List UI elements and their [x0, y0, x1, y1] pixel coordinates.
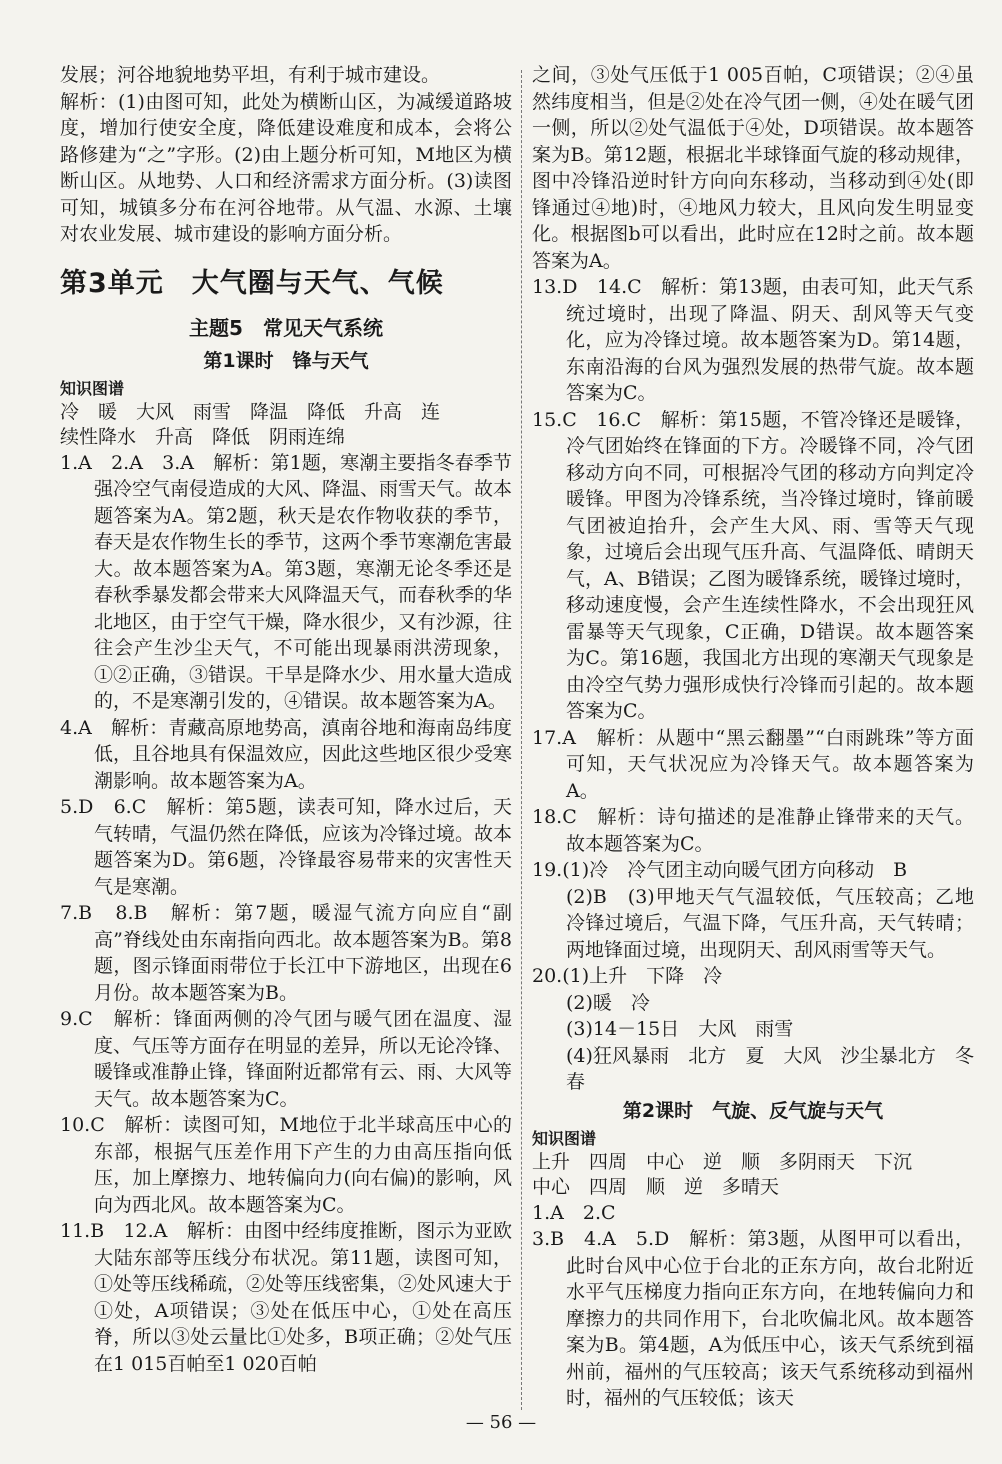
left-column — [60, 62, 512, 1377]
knowledge-map-label: 知识图谱 — [532, 1128, 597, 1148]
knowledge-map-line: 中心 四周 顺 逆 多晴天 — [532, 1175, 780, 1198]
answer-subitem: (2)B (3)甲地天气气温较低，气压较高；乙地冷锋过境后，气温下降，气压升高，天气转晴；两地锋面过境，出现阴天、刮风雨雪等天气。 — [566, 885, 974, 961]
answer-item: 20.(1)上升 下降 冷 — [532, 965, 723, 987]
continued-text: 之间，③处气压低于1 005百帕，C项错误；②④虽然纬度相当，但是②处在冷气团一侧，④处在暖气团一侧，所以②处气温低于④处，D项错误。故本题答案为B。第12题，根据北半球锋面气旋的移动规律，图中冷锋沿逆时针方向向东移动，当移动到④处(即锋通过④地)时，④地风力较大，且风向发生明显变化。根据图b可以看出，此时应在12时之前。故本题答案为A。 — [532, 64, 974, 272]
answer-item: 13.D 14.C 解析：第13题，由表可知，此天气系统过境时，出现了降温、阴天、刮风等天气变化，应为冷锋过境。故本题答案为D。第14题，东南沿海的台风为强烈发展的热带气旋。故本题答案为C。 — [532, 276, 974, 404]
analysis-text: 解析：(1)由图可知，此处为横断山区，为减缓道路坡度，增加行使安全度，降低建设难度和成本，会将公路修建为“之”字形。(2)由上题分析可知，M地区为横断山区。从地势、人口和经济需求方面分析。(3)读图可知，城镇多分布在河谷地带。从气温、水源、土壤对农业发展、城市建设的影响方面分析。 — [60, 90, 512, 245]
answer-subitem: (2)暖 冷 — [566, 991, 650, 1014]
lesson2-title: 第2课时 气旋、反气旋与天气 — [622, 1099, 884, 1122]
knowledge-map-line: 冷 暖 大风 雨雪 降温 降低 升高 连 — [60, 400, 441, 423]
answer-item: 4.A 解析：青藏高原地势高，滇南谷地和海南岛纬度低，且谷地具有保温效应，因此这些地区很少受寒潮影响。故本题答案为A。 — [60, 716, 513, 792]
answer-item: 10.C 解析：读图可知，M地位于北半球高压中心的东部，根据气压差作用下产生的力由高压指向低压，加上摩擦力、地转偏向力(向右偏)的影响，风向为西北风。故本题答案为C。 — [60, 1114, 512, 1216]
answer-item: 7.B 8.B 解析：第7题，暖湿气流方向应自“副高”脊线处由东南指向西北。故本题答案为B。第8题，图示锋面雨带位于长江中下游地区，出现在6月份。故本题答案为B。 — [60, 902, 512, 1004]
topic-title: 主题5 常见天气系统 — [189, 315, 383, 340]
answer-subitem: (4)狂风暴雨 北方 夏 大风 沙尘暴北方 冬春 — [566, 1044, 974, 1093]
answer-item: 9.C 解析：锋面两侧的冷气团与暖气团在温度、湿度、气压等方面存在明显的差异，所以无论冷锋、暖锋或准静止锋，锋面附近都常有云、雨、大风等天气。故本题答案为C。 — [60, 1008, 513, 1110]
answer-item: 19.(1)冷 冷气团主动向暖气团方向移动 B — [532, 859, 908, 881]
answer-item: 3.B 4.A 5.D 解析：第3题，从图甲可以看出，此时台风中心位于台北的正东方向，故台北附近水平气压梯度力指向正东方向，在地转偏向力和摩擦力的共同作用下，台北吹偏北风。故本题答案为B。第4题，A为低压中心，该天气系统到福州前，福州的气压较高；该天气系统移动到福州时，福州的气压较低；该天 — [532, 1228, 974, 1409]
answer-subitem: (3)14－15日 大风 雨雪 — [566, 1018, 794, 1040]
right-column — [532, 62, 974, 1412]
lesson-title: 第1课时 锋与天气 — [203, 349, 369, 372]
answer-item: 15.C 16.C 解析：第15题，不管冷锋还是暖锋，冷气团始终在锋面的下方。冷暖锋不同，冷气团移动方向不同，可根据冷气团的移动方向判定冷暖锋。甲图为冷锋系统，当冷锋过境时，锋前暖气团被迫抬升，会产生大风、雨、雪等天气现象，过境后会出现气压升高、气温降低、晴朗天气，A、B错误；乙图为暖锋系统，暖锋过境时，移动速度慢，会产生连续性降水，不会出现狂风雷暴等天气现象，C正确，D错误。故本题答案为C。第16题，我国北方出现的寒潮天气现象是由冷空气势力强形成快行冷锋而引起的。故本题答案为C。 — [532, 408, 974, 722]
answer-item: 5.D 6.C 解析：第5题，读表可知，降水过后，天气转晴，气温仍然在降低，应该为冷锋过境。故本题答案为D。第6题，冷锋最容易带来的灾害性天气是寒潮。 — [60, 796, 513, 898]
answer-item: 11.B 12.A 解析：由图中经纬度推断，图示为亚欧大陆东部等压线分布状况。第11题，读图可知，①处等压线稀疏，②处等压线密集，②处风速大于①处，A项错误；③处在低压中心，①处在高压脊，所以③处云量比①处多，B项正确；②处气压在1 015百帕至1 020百帕 — [60, 1220, 513, 1375]
answer-item: 18.C 解析：诗句描述的是准静止锋带来的天气。故本题答案为C。 — [532, 806, 974, 855]
knowledge-map-line: 续性降水 升高 降低 阴雨连绵 — [60, 425, 346, 448]
knowledge-map-label: 知识图谱 — [60, 378, 125, 398]
answer-item: 1.A 2.C — [532, 1201, 616, 1224]
column-divider — [521, 70, 522, 1410]
unit-title: 第3单元 大气圈与天气、气候 — [60, 267, 444, 299]
intro-text: 发展；河谷地貌地势平坦，有利于城市建设。 — [60, 64, 441, 86]
answer-item: 17.A 解析：从题中“黑云翻墨”“白雨跳珠”等方面可知，天气状况应为冷锋天气。故本题答案为A。 — [532, 726, 974, 802]
knowledge-map-line: 上升 四周 中心 逆 顺 多阴雨天 下沉 — [532, 1150, 913, 1173]
page-number: — 56 — — [465, 1412, 537, 1433]
answer-item: 1.A 2.A 3.A 解析：第1题，寒潮主要指冬春季节强冷空气南侵造成的大风、降温、雨雪天气。故本题答案为A。第2题，秋天是农作物收获的季节，春天是农作物生长的季节，这两个季节寒潮危害最大。故本题答案为A。第3题，寒潮无论冬季还是春秋季暴发都会带来大风降温天气，而春秋季的华北地区，由于空气干燥，降水很少，又有沙源，往往会产生沙尘天气，不可能出现暴雨洪涝现象，①②正确，③错误。干旱是降水少、用水量大造成的，不是寒潮引发的，④错误。故本题答案为A。 — [60, 451, 513, 712]
